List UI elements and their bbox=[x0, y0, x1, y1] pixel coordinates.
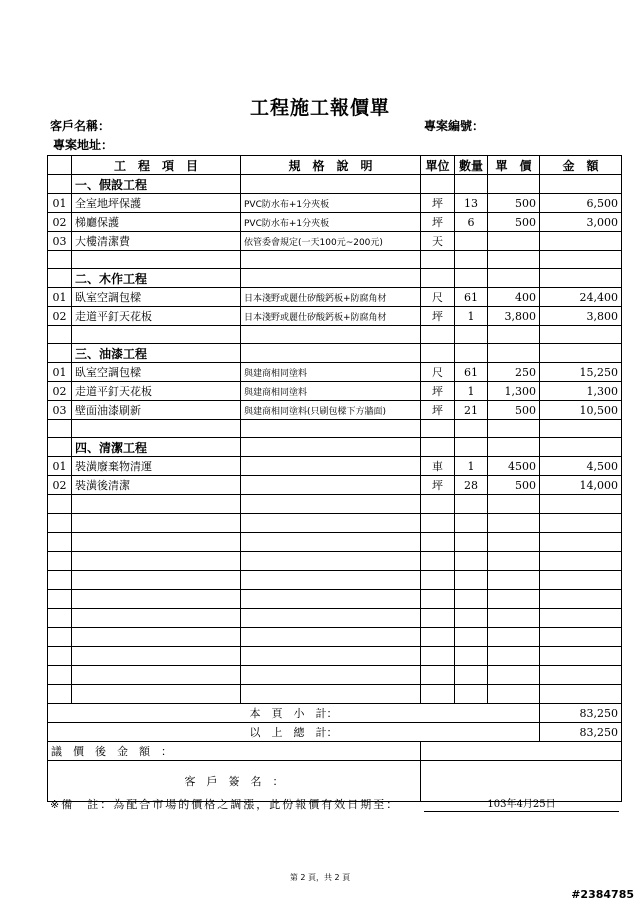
blank-cell bbox=[421, 438, 455, 457]
item-qty: 1 bbox=[455, 457, 488, 476]
blank-cell bbox=[421, 533, 455, 552]
empty-row bbox=[48, 666, 622, 685]
blank-cell bbox=[540, 344, 622, 363]
table-row bbox=[48, 232, 622, 251]
blank-cell bbox=[48, 175, 72, 194]
item-price: 500 bbox=[488, 401, 540, 420]
blank-cell bbox=[488, 609, 540, 628]
empty-row bbox=[48, 647, 622, 666]
blank-cell bbox=[241, 685, 421, 704]
blank-cell bbox=[48, 628, 72, 647]
remark-note: ※備 註：為配合市場的價格之調漲，此份報價有效日期至： bbox=[50, 798, 400, 811]
item-number: 02 bbox=[48, 476, 72, 495]
item-qty: 13 bbox=[455, 194, 488, 213]
blank-cell bbox=[72, 609, 241, 628]
blank-cell bbox=[48, 552, 72, 571]
item-number: 01 bbox=[48, 363, 72, 382]
section-header-row bbox=[48, 269, 622, 288]
blank-cell bbox=[241, 666, 421, 685]
blank-cell bbox=[455, 647, 488, 666]
blank-cell bbox=[488, 495, 540, 514]
blank-cell bbox=[488, 344, 540, 363]
blank-cell bbox=[455, 533, 488, 552]
blank-cell bbox=[540, 628, 622, 647]
blank-cell bbox=[72, 628, 241, 647]
item-unit: 尺 bbox=[421, 288, 455, 307]
column-header-amount: 金 額 bbox=[540, 156, 622, 175]
blank-cell bbox=[488, 251, 540, 269]
blank-cell bbox=[421, 590, 455, 609]
blank-cell bbox=[421, 571, 455, 590]
blank-cell bbox=[241, 609, 421, 628]
blank-cell bbox=[488, 571, 540, 590]
blank-cell bbox=[455, 251, 488, 269]
blank-cell bbox=[48, 495, 72, 514]
table-row bbox=[48, 382, 622, 401]
blank-cell bbox=[540, 420, 622, 438]
blank-cell bbox=[48, 533, 72, 552]
item-unit: 天 bbox=[421, 232, 455, 251]
blank-cell bbox=[241, 590, 421, 609]
item-unit: 尺 bbox=[421, 363, 455, 382]
section-title: 四、清潔工程 bbox=[72, 438, 241, 457]
blank-cell bbox=[488, 326, 540, 344]
subtotal-label: 本 頁 小 計： bbox=[48, 704, 540, 723]
item-unit: 坪 bbox=[421, 307, 455, 326]
empty-row bbox=[48, 552, 622, 571]
empty-row bbox=[48, 685, 622, 704]
table-row bbox=[48, 363, 622, 382]
blank-cell bbox=[241, 326, 421, 344]
blank-cell bbox=[241, 647, 421, 666]
item-number: 03 bbox=[48, 232, 72, 251]
blank-cell bbox=[48, 438, 72, 457]
item-number: 03 bbox=[48, 401, 72, 420]
blank-cell bbox=[488, 269, 540, 288]
item-amount: 1,300 bbox=[540, 382, 622, 401]
section-title: 二、木作工程 bbox=[72, 269, 241, 288]
page-number: 第 2 頁，共 2 頁 bbox=[289, 873, 351, 882]
item-qty: 21 bbox=[455, 401, 488, 420]
table-row bbox=[48, 476, 622, 495]
item-qty: 61 bbox=[455, 363, 488, 382]
item-qty: 61 bbox=[455, 288, 488, 307]
blank-cell bbox=[421, 269, 455, 288]
item-price: 3,800 bbox=[488, 307, 540, 326]
blank-cell bbox=[488, 533, 540, 552]
item-price: 1,300 bbox=[488, 382, 540, 401]
blank-cell bbox=[421, 647, 455, 666]
blank-cell bbox=[540, 251, 622, 269]
column-header-item: 工 程 項 目 bbox=[72, 156, 241, 175]
spacer-row bbox=[48, 251, 622, 269]
item-name: 全室地坪保護 bbox=[72, 194, 241, 213]
item-name: 大樓清潔費 bbox=[72, 232, 241, 251]
column-header-price: 單 價 bbox=[488, 156, 540, 175]
blank-cell bbox=[488, 666, 540, 685]
subtotal-value: 83,250 bbox=[540, 704, 622, 723]
item-amount: 3,800 bbox=[540, 307, 622, 326]
blank-cell bbox=[421, 552, 455, 571]
blank-cell bbox=[540, 666, 622, 685]
blank-cell bbox=[241, 175, 421, 194]
blank-cell bbox=[48, 666, 72, 685]
blank-cell bbox=[488, 514, 540, 533]
project-number-label: 專案編號： bbox=[424, 119, 485, 133]
empty-row bbox=[48, 571, 622, 590]
blank-cell bbox=[72, 647, 241, 666]
item-number: 01 bbox=[48, 288, 72, 307]
blank-cell bbox=[455, 438, 488, 457]
item-price: 500 bbox=[488, 194, 540, 213]
spacer-row bbox=[48, 326, 622, 344]
blank-cell bbox=[48, 647, 72, 666]
blank-cell bbox=[488, 647, 540, 666]
item-qty: 28 bbox=[455, 476, 488, 495]
valid-date: 103年4月25日 bbox=[424, 795, 619, 812]
blank-cell bbox=[455, 609, 488, 628]
blank-cell bbox=[72, 326, 241, 344]
blank-cell bbox=[540, 609, 622, 628]
blank-cell bbox=[540, 269, 622, 288]
empty-row bbox=[48, 533, 622, 552]
empty-row bbox=[48, 590, 622, 609]
negotiated-value bbox=[421, 742, 622, 761]
blank-cell bbox=[72, 666, 241, 685]
item-number: 01 bbox=[48, 457, 72, 476]
blank-cell bbox=[72, 533, 241, 552]
blank-cell bbox=[455, 326, 488, 344]
blank-cell bbox=[455, 552, 488, 571]
table-row bbox=[48, 288, 622, 307]
item-spec: 與建商相同塗料 bbox=[241, 363, 421, 382]
blank-cell bbox=[48, 326, 72, 344]
blank-cell bbox=[540, 647, 622, 666]
blank-cell bbox=[241, 344, 421, 363]
empty-row bbox=[48, 514, 622, 533]
blank-cell bbox=[455, 590, 488, 609]
blank-cell bbox=[48, 344, 72, 363]
blank-cell bbox=[540, 175, 622, 194]
item-spec: 日本淺野或麗仕矽酸鈣板+防腐角材 bbox=[241, 288, 421, 307]
blank-cell bbox=[421, 666, 455, 685]
blank-cell bbox=[421, 420, 455, 438]
item-amount: 15,250 bbox=[540, 363, 622, 382]
signature-label: 客 戶 簽 名 ： bbox=[48, 761, 421, 802]
section-header-row bbox=[48, 175, 622, 194]
blank-cell bbox=[72, 590, 241, 609]
item-name: 壁面油漆刷新 bbox=[72, 401, 241, 420]
document-title: 工程施工報價單 bbox=[249, 97, 390, 119]
blank-cell bbox=[455, 495, 488, 514]
blank-cell bbox=[455, 685, 488, 704]
blank-cell bbox=[421, 495, 455, 514]
blank-cell bbox=[48, 420, 72, 438]
column-header-spec: 規 格 說 明 bbox=[241, 156, 421, 175]
item-unit: 車 bbox=[421, 457, 455, 476]
section-header-row bbox=[48, 344, 622, 363]
blank-cell bbox=[455, 175, 488, 194]
blank-cell bbox=[241, 495, 421, 514]
item-spec bbox=[241, 476, 421, 495]
item-price bbox=[488, 232, 540, 251]
project-address-label: 專案地址： bbox=[53, 138, 114, 152]
blank-cell bbox=[455, 514, 488, 533]
blank-cell bbox=[455, 420, 488, 438]
negotiated-row bbox=[48, 742, 622, 761]
table-row bbox=[48, 194, 622, 213]
blank-cell bbox=[488, 552, 540, 571]
item-spec: PVC防水布+1分夾板 bbox=[241, 213, 421, 232]
item-unit: 坪 bbox=[421, 476, 455, 495]
blank-cell bbox=[540, 552, 622, 571]
blank-cell bbox=[421, 251, 455, 269]
item-amount bbox=[540, 232, 622, 251]
blank-cell bbox=[421, 326, 455, 344]
blank-cell bbox=[72, 251, 241, 269]
blank-cell bbox=[72, 420, 241, 438]
item-number: 02 bbox=[48, 307, 72, 326]
item-spec: 與建商相同塗料 bbox=[241, 382, 421, 401]
blank-cell bbox=[48, 609, 72, 628]
item-amount: 14,000 bbox=[540, 476, 622, 495]
item-amount: 10,500 bbox=[540, 401, 622, 420]
blank-cell bbox=[48, 571, 72, 590]
item-price: 500 bbox=[488, 476, 540, 495]
subtotal-row bbox=[48, 704, 622, 723]
item-unit: 坪 bbox=[421, 213, 455, 232]
blank-cell bbox=[241, 628, 421, 647]
blank-cell bbox=[72, 685, 241, 704]
blank-cell bbox=[48, 590, 72, 609]
item-spec: 依管委會規定(一天100元~200元) bbox=[241, 232, 421, 251]
blank-cell bbox=[421, 628, 455, 647]
blank-cell bbox=[241, 438, 421, 457]
item-number: 01 bbox=[48, 194, 72, 213]
table-row bbox=[48, 401, 622, 420]
item-name: 裝潢廢棄物清運 bbox=[72, 457, 241, 476]
item-number: 02 bbox=[48, 213, 72, 232]
watermark-id: #2384785 bbox=[571, 888, 634, 901]
blank-cell bbox=[540, 514, 622, 533]
item-qty: 1 bbox=[455, 307, 488, 326]
blank-cell bbox=[72, 514, 241, 533]
blank-cell bbox=[421, 514, 455, 533]
item-amount: 24,400 bbox=[540, 288, 622, 307]
blank-cell bbox=[241, 533, 421, 552]
negotiated-label: 議 價 後 金 額 ： bbox=[48, 742, 421, 761]
section-title: 一、假設工程 bbox=[72, 175, 241, 194]
item-spec: 與建商相同塗料(只刷包樑下方牆面) bbox=[241, 401, 421, 420]
table-row bbox=[48, 307, 622, 326]
table-row bbox=[48, 213, 622, 232]
blank-cell bbox=[488, 628, 540, 647]
item-price: 4500 bbox=[488, 457, 540, 476]
blank-cell bbox=[455, 666, 488, 685]
table-header-row bbox=[48, 156, 622, 175]
section-header-row bbox=[48, 438, 622, 457]
blank-cell bbox=[48, 251, 72, 269]
blank-cell bbox=[455, 628, 488, 647]
item-name: 臥室空調包樑 bbox=[72, 363, 241, 382]
item-qty: 6 bbox=[455, 213, 488, 232]
blank-cell bbox=[48, 269, 72, 288]
item-spec: 日本淺野或麗仕矽酸鈣板+防腐角材 bbox=[241, 307, 421, 326]
blank-cell bbox=[72, 571, 241, 590]
item-name: 臥室空調包樑 bbox=[72, 288, 241, 307]
blank-cell bbox=[540, 533, 622, 552]
item-name: 走道平釘天花板 bbox=[72, 382, 241, 401]
column-header-unit: 單位 bbox=[421, 156, 455, 175]
table-row bbox=[48, 457, 622, 476]
blank-cell bbox=[488, 590, 540, 609]
item-unit: 坪 bbox=[421, 194, 455, 213]
blank-cell bbox=[241, 514, 421, 533]
item-number: 02 bbox=[48, 382, 72, 401]
item-spec bbox=[241, 457, 421, 476]
total-value: 83,250 bbox=[540, 723, 622, 742]
blank-cell bbox=[421, 344, 455, 363]
empty-row bbox=[48, 628, 622, 647]
customer-name-label: 客戶名稱： bbox=[50, 119, 111, 133]
blank-cell bbox=[421, 685, 455, 704]
total-label: 以 上 總 計： bbox=[48, 723, 540, 742]
item-qty: 1 bbox=[455, 382, 488, 401]
item-name: 裝潢後清潔 bbox=[72, 476, 241, 495]
column-header-qty: 數量 bbox=[455, 156, 488, 175]
blank-cell bbox=[455, 571, 488, 590]
blank-cell bbox=[241, 251, 421, 269]
quotation-table bbox=[47, 155, 622, 802]
item-price: 400 bbox=[488, 288, 540, 307]
blank-cell bbox=[540, 438, 622, 457]
blank-cell bbox=[48, 685, 72, 704]
item-name: 梯廳保護 bbox=[72, 213, 241, 232]
blank-cell bbox=[241, 420, 421, 438]
blank-cell bbox=[455, 344, 488, 363]
item-unit: 坪 bbox=[421, 401, 455, 420]
item-amount: 4,500 bbox=[540, 457, 622, 476]
blank-cell bbox=[241, 269, 421, 288]
item-price: 500 bbox=[488, 213, 540, 232]
item-amount: 6,500 bbox=[540, 194, 622, 213]
section-title: 三、油漆工程 bbox=[72, 344, 241, 363]
blank-cell bbox=[72, 552, 241, 571]
item-name: 走道平釘天花板 bbox=[72, 307, 241, 326]
blank-cell bbox=[540, 571, 622, 590]
blank-cell bbox=[488, 420, 540, 438]
blank-cell bbox=[540, 685, 622, 704]
total-row bbox=[48, 723, 622, 742]
blank-cell bbox=[540, 326, 622, 344]
blank-cell bbox=[455, 269, 488, 288]
blank-cell bbox=[540, 590, 622, 609]
item-qty bbox=[455, 232, 488, 251]
blank-cell bbox=[241, 552, 421, 571]
item-spec: PVC防水布+1分夾板 bbox=[241, 194, 421, 213]
blank-cell bbox=[488, 438, 540, 457]
blank-cell bbox=[488, 685, 540, 704]
blank-cell bbox=[488, 175, 540, 194]
blank-cell bbox=[72, 495, 241, 514]
spacer-row bbox=[48, 420, 622, 438]
empty-row bbox=[48, 609, 622, 628]
blank-cell bbox=[421, 175, 455, 194]
blank-cell bbox=[241, 571, 421, 590]
item-unit: 坪 bbox=[421, 382, 455, 401]
item-amount: 3,000 bbox=[540, 213, 622, 232]
item-price: 250 bbox=[488, 363, 540, 382]
blank-cell bbox=[421, 609, 455, 628]
blank-cell bbox=[540, 495, 622, 514]
empty-row bbox=[48, 495, 622, 514]
blank-cell bbox=[48, 514, 72, 533]
